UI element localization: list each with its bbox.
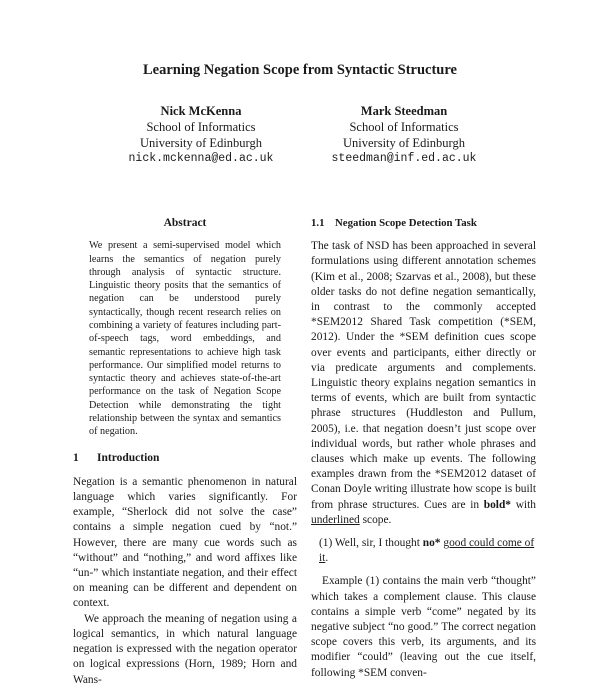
author-name: Nick McKenna — [160, 104, 242, 118]
author-affiliation: School of Informatics — [146, 120, 256, 134]
section-title: Introduction — [97, 451, 160, 464]
right-column — [311, 216, 536, 681]
abstract-heading: Abstract — [163, 217, 207, 229]
subsection-paragraph-2: Example (1) contains the main verb “thought” which takes a complement clause. This clause contains a simple verb “come” negated by its negative subject “no good.” The correct negation scope covers this verb, its arguments, and its modifier “could” (leaving out the cue itself, following *SEM conven- — [311, 575, 536, 679]
bold-cue-marker: bold* — [483, 498, 511, 511]
negation-cue: no* — [422, 537, 441, 550]
example-sentence-1 — [319, 536, 536, 566]
author-email: steedman@inf.ed.ac.uk — [331, 152, 477, 165]
underlined-marker: underlined — [311, 513, 360, 526]
intro-paragraph-2: We approach the meaning of negation using a logical semantics, in which natural language negation is expressed with the negation operator on logical expressions (Horn, 1989; Horn and Wans- — [73, 612, 297, 686]
author-email: nick.mckenna@ed.ac.uk — [128, 152, 274, 165]
author-institution: University of Edinburgh — [343, 136, 465, 150]
paragraph-text: The task of NSD has been approached in several formulations using different annotation schemes (Kim et al., 2008; Szarvas et al., 2008), but these older tasks do not define negation semantically, in contrast to the commonly accepted *SEM2012 Shared Task competition (*SEM, 2012). Under the *SEM definition cues scope over events and participants, either directly or via predicate arguments and complements. Linguistic theory explains negation semantics in terms of events, which are built from syntactic phrase structures (Huddleston and Pullum, 2005), i.e. that negation doesn’t just scope over individual words, but rather whole phrases and clauses which make up events. The following examples drawn from the *SEM2012 dataset of Conan Doyle writing illustrate how scope is built from phrase structures. Cues are in — [311, 240, 536, 511]
author-block-2 — [294, 103, 514, 167]
paragraph-text: scope. — [362, 513, 392, 526]
paper-title: Learning Negation Scope from Syntactic Structure — [142, 62, 457, 78]
author-institution: University of Edinburgh — [140, 136, 262, 150]
subsection-heading — [311, 216, 536, 231]
intro-paragraph-1: Negation is a semantic phenomenon in natural language which varies significantly. For example, “Sherlock did not solve the case” contains a simple negation cued by “not.” However, there are many cue words such as “without” and “nothing,” and word affixes like “un-” which instantiate negation, and their effect on meaning can be different and dependent on context. — [73, 475, 297, 610]
negation-scope: good could come of it — [319, 537, 535, 565]
subsection-title: Negation Scope Detection Task — [335, 217, 477, 229]
abstract-text: We present a semi-supervised model which learns the semantics of negation purely through analysis of syntactic structure. Linguistic theory posits that the semantics of negation can be understood purely syntactically, though recent research relies on combining a variety of features including part-of-speech tags, word embeddings, and semantic representations to achieve high task performance. Our simplified model returns to syntactic theory and achieves state-of-the-art performance on the task of Negation Scope Detection while demonstrating the tight relationship between the syntax and semantics of negation. — [89, 240, 281, 438]
left-column — [73, 216, 297, 688]
example-text: (1) Well, sir, I thought — [319, 537, 420, 550]
subsection-number: 1.1 — [311, 217, 325, 229]
section-number: 1 — [73, 451, 79, 464]
paragraph-text: with — [515, 498, 536, 511]
example-end: . — [325, 552, 329, 565]
author-name: Mark Steedman — [360, 104, 448, 118]
author-block-1 — [91, 103, 311, 167]
author-affiliation: School of Informatics — [349, 120, 459, 134]
subsection-paragraph-1 — [311, 239, 536, 528]
section-heading-introduction — [73, 451, 297, 466]
